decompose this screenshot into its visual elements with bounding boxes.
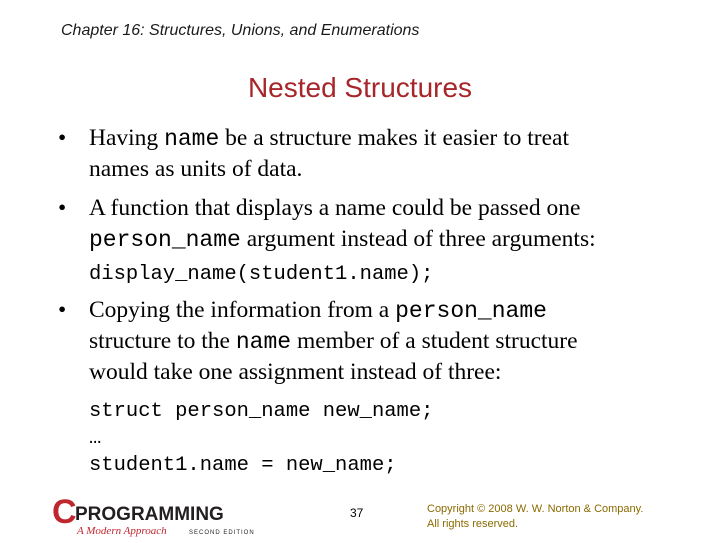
slide-title-text: Nested Structures	[247, 72, 473, 103]
bullet-1-line-2	[89, 155, 302, 184]
copyright-line-2: All rights reserved.	[427, 518, 519, 530]
bullet-2	[58, 194, 698, 254]
code-block-2	[89, 398, 433, 479]
bullet-marker: •	[58, 125, 67, 151]
text: A function that displays a name could be passed one	[89, 195, 581, 221]
text: Copying the information from a	[89, 297, 396, 323]
text: would take one assignment instead of three:	[89, 359, 502, 385]
logo-edition: SECOND EDITION	[189, 530, 255, 536]
logo-letter: C	[52, 494, 77, 531]
code-term: person_name	[395, 298, 547, 324]
code-line: display_name(student1.name);	[89, 263, 434, 286]
text: Having	[89, 125, 165, 151]
logo-main-text: PROGRAMMING	[75, 504, 224, 525]
bullet-1	[58, 124, 698, 184]
code-line: struct person_name new_name;	[89, 400, 434, 423]
slide-title	[0, 72, 720, 104]
page-number: 37	[350, 506, 364, 520]
c-programming-logo	[52, 494, 268, 538]
bullet-3-line-1	[89, 296, 547, 326]
bullet-2-line-1	[89, 194, 580, 223]
logo-subtitle: A Modern Approach	[77, 525, 167, 537]
code-block-1	[89, 263, 433, 286]
text: argument instead of three arguments:	[240, 226, 596, 252]
copyright-notice	[427, 502, 643, 532]
text: structure to the	[89, 328, 236, 354]
bullet-3-line-2	[89, 327, 578, 357]
chapter-header: Chapter 16: Structures, Unions, and Enumerations	[61, 22, 420, 39]
code-line: student1.name = new_name;	[89, 454, 397, 477]
bullet-1-line-1	[89, 124, 569, 154]
text: member of a student structure	[291, 328, 578, 354]
code-term: name	[164, 126, 220, 152]
bullet-3	[58, 296, 698, 388]
code-term: name	[235, 329, 292, 355]
copyright-line-1: Copyright © 2008 W. W. Norton & Company.	[427, 503, 644, 515]
bullet-marker: •	[58, 297, 67, 323]
bullet-3-line-3	[89, 358, 501, 387]
code-line: …	[89, 427, 102, 450]
text: names as units of data.	[89, 156, 303, 182]
book-logo	[52, 494, 268, 538]
bullet-2-line-2	[89, 225, 596, 255]
code-term: person_name	[89, 227, 241, 253]
bullet-marker: •	[58, 195, 67, 221]
text: be a structure makes it easier to treat	[219, 125, 570, 151]
